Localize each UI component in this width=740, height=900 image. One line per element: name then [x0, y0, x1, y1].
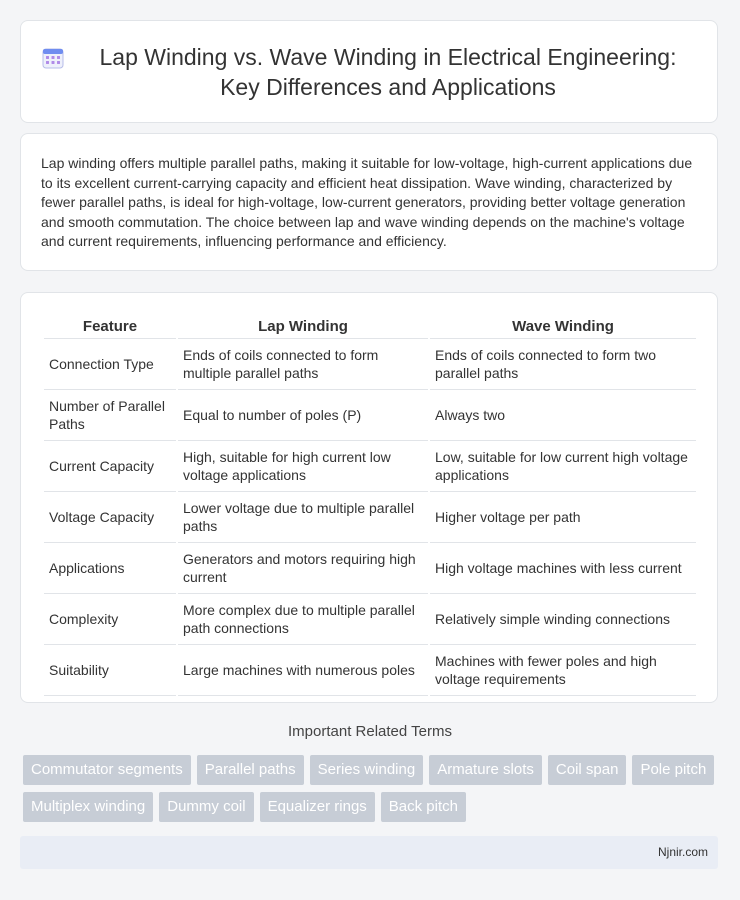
- cell-lap: More complex due to multiple parallel path connections: [178, 594, 428, 645]
- tag-commutator-segments[interactable]: Commutator segments: [23, 755, 191, 785]
- header-wave-winding: Wave Winding: [430, 315, 696, 339]
- cell-lap: High, suitable for high current low voltage applications: [178, 441, 428, 492]
- table-row: [44, 441, 696, 492]
- cell-wave: Higher voltage per path: [430, 492, 696, 543]
- cell-lap: Ends of coils connected to form multiple parallel paths: [178, 339, 428, 390]
- cell-feature: Applications: [44, 543, 176, 594]
- tag-coil-span[interactable]: Coil span: [548, 755, 627, 785]
- related-terms-heading: Important Related Terms: [288, 723, 452, 740]
- table-row: [44, 492, 696, 543]
- cell-wave: Low, suitable for low current high voltage applications: [430, 441, 696, 492]
- cell-wave: Machines with fewer poles and high voltage requirements: [430, 645, 696, 696]
- cell-feature: Number of Parallel Paths: [44, 390, 176, 441]
- cell-lap: Equal to number of poles (P): [178, 390, 428, 441]
- cell-feature: Current Capacity: [44, 441, 176, 492]
- cell-wave: High voltage machines with less current: [430, 543, 696, 594]
- related-terms-list: [23, 755, 723, 822]
- table-row: [44, 543, 696, 594]
- page-title: Lap Winding vs. Wave Winding in Electrical Engineering: Key Differences and Applications: [99, 43, 677, 100]
- cell-wave: Ends of coils connected to form two parallel paths: [430, 339, 696, 390]
- table-row: [44, 339, 696, 390]
- calendar-icon: [41, 46, 65, 70]
- cell-wave: Relatively simple winding connections: [430, 594, 696, 645]
- table-row: [44, 390, 696, 441]
- cell-feature: Suitability: [44, 645, 176, 696]
- header-feature: Feature: [44, 315, 176, 339]
- tag-equalizer-rings[interactable]: Equalizer rings: [260, 792, 375, 822]
- header-lap-winding: Lap Winding: [178, 315, 428, 339]
- tag-series-winding[interactable]: Series winding: [310, 755, 424, 785]
- tag-armature-slots[interactable]: Armature slots: [429, 755, 542, 785]
- table-row: [44, 645, 696, 696]
- tag-back-pitch[interactable]: Back pitch: [381, 792, 466, 822]
- footer-site-link[interactable]: Njnir.com: [657, 845, 708, 859]
- cell-feature: Complexity: [44, 594, 176, 645]
- cell-feature: Voltage Capacity: [44, 492, 176, 543]
- cell-lap: Large machines with numerous poles: [178, 645, 428, 696]
- cell-feature: Connection Type: [44, 339, 176, 390]
- tag-dummy-coil[interactable]: Dummy coil: [159, 792, 253, 822]
- tag-multiplex-winding[interactable]: Multiplex winding: [23, 792, 153, 822]
- tag-parallel-paths[interactable]: Parallel paths: [197, 755, 304, 785]
- summary-text: Lap winding offers multiple parallel paths, making it suitable for low-voltage, high-current applications due to its excellent current-carrying capacity and efficient heat dissipation. Wave winding, characterized by fewer parallel paths, is ideal for high-voltage, low-current generators, providing better voltage generation and smooth commutation. The choice between lap and wave winding depends on the machine's voltage and current requirements, influencing performance and efficiency.: [41, 155, 693, 250]
- cell-wave: Always two: [430, 390, 696, 441]
- footer: [20, 836, 718, 869]
- summary-card: [20, 133, 718, 271]
- comparison-table-card: [20, 292, 718, 703]
- table-row: [44, 594, 696, 645]
- comparison-table: [42, 315, 698, 696]
- cell-lap: Lower voltage due to multiple parallel paths: [178, 492, 428, 543]
- tag-pole-pitch[interactable]: Pole pitch: [632, 755, 714, 785]
- title-card: [20, 20, 718, 123]
- table-header-row: [44, 315, 696, 339]
- cell-lap: Generators and motors requiring high current: [178, 543, 428, 594]
